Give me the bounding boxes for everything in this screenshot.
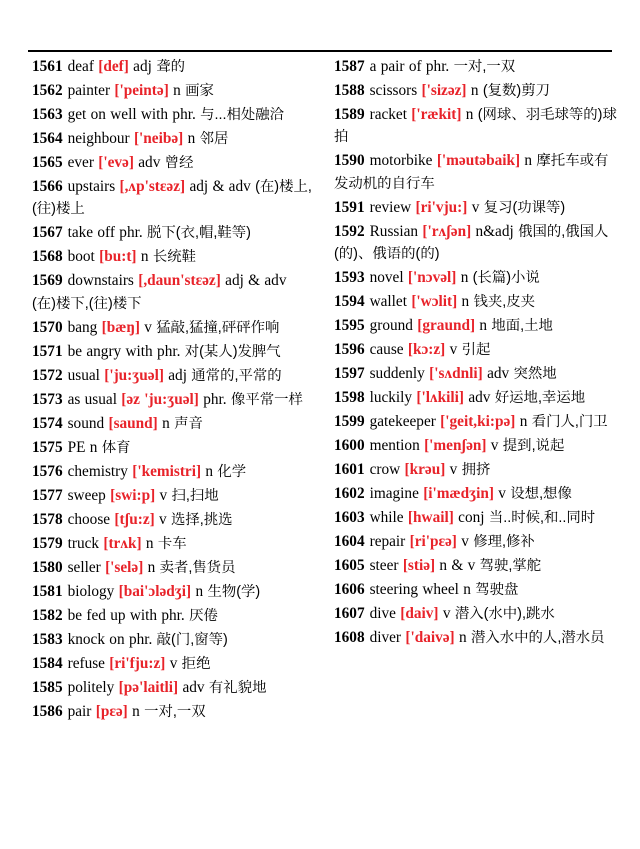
entry-translation: 体育 [101, 439, 131, 456]
vocab-entry [334, 411, 620, 433]
entry-word: painter [67, 81, 111, 99]
entry-translation: 钱夹,皮夹 [473, 294, 536, 311]
vocab-entry [32, 389, 314, 411]
entry-part-of-speech: v [471, 198, 480, 216]
entry-word: sweep [67, 486, 106, 504]
entry-word: truck [67, 534, 100, 552]
entry-translation: 长统鞋 [152, 249, 197, 266]
entry-translation: 拒绝 [181, 655, 211, 672]
entry-translation: 看门人,门卫 [531, 414, 608, 431]
vocab-entry [334, 531, 620, 553]
entry-phonetic: [i'mædʒin] [423, 485, 494, 503]
entry-part-of-speech: v [490, 437, 499, 455]
vocab-entry [334, 387, 620, 409]
entry-phonetic: ['rʌʃən] [422, 222, 472, 240]
entry-translation: 厌倦 [189, 607, 218, 624]
entry-translation: 地面,土地 [491, 318, 553, 335]
entry-number: 1592 [334, 222, 365, 240]
entry-word: be angry with [67, 342, 153, 360]
entry-phonetic: [swi:p] [110, 486, 156, 504]
entry-word: mention [369, 437, 420, 455]
entry-phonetic: ['geit,ki:pə] [440, 413, 516, 431]
vocab-entry [32, 485, 314, 507]
entry-number: 1608 [334, 629, 365, 647]
entry-translation: (在)楼下,(往)楼下 [32, 295, 142, 312]
entry-word: knock on [67, 630, 125, 648]
vocab-entry [32, 176, 314, 221]
entry-word: bang [67, 318, 98, 336]
entry-phonetic: ['peintə] [114, 81, 169, 99]
entry-translation: 声音 [174, 415, 203, 432]
entry-word: cause [369, 341, 404, 359]
entry-word: racket [369, 105, 407, 123]
entry-number: 1602 [334, 485, 365, 503]
vocab-entry [334, 459, 620, 481]
entry-part-of-speech: n [470, 81, 479, 99]
entry-part-of-speech: n [465, 105, 474, 123]
entry-phonetic: [bu:t] [99, 248, 137, 266]
entry-part-of-speech: n [140, 248, 149, 266]
vocab-entry [334, 315, 620, 337]
entry-number: 1584 [32, 654, 63, 672]
entry-word: steering wheel [369, 581, 459, 599]
entry-translation: 卖者,售货员 [159, 559, 236, 576]
vocab-entry [32, 56, 314, 78]
entry-phonetic: [ri'fju:z] [109, 654, 166, 672]
entry-translation: 通常的,平常的 [191, 367, 282, 384]
entry-part-of-speech: phr. [157, 342, 181, 360]
entry-phonetic: [kɔ:z] [407, 341, 446, 359]
entry-number: 1569 [32, 272, 63, 290]
entry-translation: 复习(功课等) [483, 199, 566, 216]
vocab-entry [334, 507, 620, 529]
vocab-entry [334, 579, 620, 601]
entry-phonetic: ['neibə] [133, 129, 184, 147]
vocab-entry [334, 555, 620, 577]
entry-word: review [369, 198, 412, 216]
entry-phonetic: ['kemistri] [132, 462, 202, 480]
entry-word: repair [369, 533, 406, 551]
entry-phonetic: [əz 'ju:ʒuəl] [121, 390, 199, 408]
entry-number: 1580 [32, 558, 63, 576]
entry-phonetic: [,daun'stɛəz] [138, 272, 221, 290]
entry-part-of-speech: n [132, 702, 140, 720]
vocab-entry [32, 653, 314, 675]
entry-phonetic: [bai'ɔlədʒi] [118, 582, 192, 600]
entry-translation: 生物(学) [207, 583, 261, 600]
entry-translation: (网球、羽毛球等的)球拍 [334, 106, 617, 146]
entry-word: steer [369, 557, 399, 575]
entry-number: 1571 [32, 342, 63, 360]
entry-number: 1605 [334, 557, 365, 575]
entry-number: 1563 [32, 105, 63, 123]
entry-phonetic: ['selə] [105, 558, 144, 576]
entry-translation: 对(某人)发脾气 [184, 343, 281, 360]
entry-translation: 好运地,幸运地 [494, 390, 586, 407]
entry-part-of-speech: n [187, 129, 196, 147]
entry-number: 1598 [334, 389, 365, 407]
entry-part-of-speech: n&adj [475, 222, 514, 240]
top-divider [28, 50, 612, 52]
entry-number: 1572 [32, 366, 63, 384]
entry-part-of-speech: phr. [172, 105, 196, 123]
entry-number: 1579 [32, 534, 63, 552]
entry-part-of-speech: n [162, 414, 170, 432]
vocab-entry [334, 435, 620, 457]
entry-translation: 驾驶,掌舵 [479, 558, 542, 575]
entry-part-of-speech: adv [468, 389, 491, 407]
vocab-entry [334, 56, 620, 78]
entry-word: politely [67, 678, 115, 696]
entry-part-of-speech: adv [487, 365, 510, 383]
entry-part-of-speech: n [479, 317, 488, 335]
entry-number: 1589 [334, 105, 365, 123]
entry-part-of-speech: v [461, 533, 469, 551]
entry-word: luckily [369, 389, 413, 407]
entry-word: motorbike [369, 152, 433, 170]
entry-part-of-speech: phr. [425, 58, 450, 75]
entry-number: 1567 [32, 224, 63, 242]
entry-translation: 突然地 [513, 366, 557, 383]
entry-phonetic: [pɛə] [95, 702, 128, 720]
entry-phonetic: [tʃu:z] [114, 510, 155, 528]
entry-part-of-speech: v [498, 485, 506, 503]
entry-number: 1588 [334, 81, 365, 99]
entry-word: wallet [369, 293, 407, 311]
entry-part-of-speech: n & v [439, 557, 476, 575]
entry-word: crow [369, 461, 401, 479]
entry-translation: 设想,想像 [510, 486, 572, 503]
entry-number: 1595 [334, 317, 365, 335]
entry-part-of-speech: v [449, 461, 458, 479]
entry-part-of-speech: conj [458, 509, 485, 527]
entry-number: 1582 [32, 606, 63, 624]
vocab-entry [32, 581, 314, 603]
entry-translation: 与...相处融洽 [200, 106, 285, 123]
entry-word: pair [67, 702, 92, 720]
entry-translation: 摩托车或有发动机的自行车 [334, 153, 609, 192]
entry-number: 1574 [32, 414, 63, 432]
entry-number: 1590 [334, 152, 365, 170]
entry-number: 1562 [32, 81, 63, 99]
vocab-entry [32, 341, 314, 363]
entry-word: neighbour [67, 129, 130, 147]
columns-container [14, 46, 626, 839]
entry-number: 1601 [334, 461, 365, 479]
entry-translation: 俄国的,俄国人(的)、俄语的(的) [334, 223, 609, 263]
entry-part-of-speech: phr. [128, 630, 153, 648]
vocab-entry [32, 509, 314, 531]
entry-word: suddenly [369, 365, 425, 383]
vocab-entry [32, 80, 314, 102]
entry-phonetic: [hwail] [407, 509, 454, 527]
entry-word: dive [369, 605, 396, 623]
entry-word: be fed up with [67, 606, 158, 624]
entry-phonetic: [stiə] [402, 557, 436, 575]
vocab-entry [32, 128, 314, 150]
vocab-entry [32, 701, 314, 723]
entry-phonetic: ['nɔvəl] [407, 269, 457, 287]
entry-phonetic: [daiv] [400, 605, 439, 623]
entry-number: 1596 [334, 341, 365, 359]
entry-word: diver [369, 629, 402, 647]
entry-part-of-speech: v [159, 510, 167, 528]
vocab-entry [32, 557, 314, 579]
entry-translation: 潜入水中的人,潜水员 [470, 630, 605, 647]
entry-number: 1577 [32, 486, 63, 504]
entry-part-of-speech: phr. [203, 390, 227, 408]
entry-number: 1566 [32, 177, 63, 195]
vocab-entry [32, 413, 314, 435]
entry-number: 1568 [32, 248, 63, 266]
entry-phonetic: ['lʌkili] [416, 389, 465, 407]
entry-phonetic: [def] [98, 58, 129, 75]
entry-part-of-speech: n [147, 558, 156, 576]
entry-word: a pair of [369, 58, 422, 75]
entry-translation: 修理,修补 [473, 534, 535, 551]
entry-word: ground [369, 317, 413, 335]
entry-part-of-speech: n [458, 629, 467, 647]
entry-part-of-speech: n [145, 534, 154, 552]
entry-part-of-speech: n [461, 293, 470, 311]
entry-translation: 有礼貌地 [208, 679, 267, 696]
entry-number: 1585 [32, 678, 63, 696]
entry-word: novel [369, 269, 404, 287]
entry-number: 1591 [334, 198, 365, 216]
vocab-entry [32, 152, 314, 174]
entry-phonetic: ['daivə] [405, 629, 455, 647]
entry-word: choose [67, 510, 111, 528]
vocab-entry [32, 222, 314, 244]
entry-phonetic: [krəu] [404, 461, 446, 479]
vocab-entry [334, 267, 620, 289]
entry-word: seller [67, 558, 101, 576]
entry-translation: 聋的 [156, 59, 185, 75]
vocab-entry [32, 461, 314, 483]
vocab-entry [32, 677, 314, 699]
entry-number: 1573 [32, 390, 63, 408]
vocab-entry [32, 270, 314, 315]
entry-word: downstairs [67, 272, 134, 290]
entry-part-of-speech: n [173, 81, 181, 99]
entry-number: 1599 [334, 413, 365, 431]
vocab-entry [334, 627, 620, 649]
entry-part-of-speech: adv [182, 678, 205, 696]
entry-part-of-speech: n [205, 462, 214, 480]
entry-translation: 驾驶盘 [475, 582, 519, 599]
vocab-entry [32, 246, 314, 268]
entry-part-of-speech: adv [138, 153, 161, 171]
vocab-entry [32, 317, 314, 339]
vocab-entry [334, 150, 620, 195]
entry-translation: 曾经 [164, 154, 194, 171]
entry-part-of-speech: v [442, 605, 451, 623]
entry-part-of-speech: n [524, 152, 533, 170]
entry-phonetic: ['məutəbaik] [436, 152, 521, 170]
entry-part-of-speech: adj [168, 366, 187, 384]
entry-translation: 扫,扫地 [171, 487, 219, 504]
entry-translation: (长篇)小说 [472, 270, 540, 287]
entry-phonetic: [ri'vju:] [415, 198, 468, 216]
vocab-entry [334, 291, 620, 313]
entry-number: 1587 [334, 58, 365, 75]
entry-part-of-speech: v [169, 654, 178, 672]
vocab-entry [32, 104, 314, 126]
entry-phonetic: [ri'pɛə] [409, 533, 457, 551]
vocab-entry [334, 221, 620, 266]
entry-phonetic: ['rækit] [411, 105, 462, 123]
entry-part-of-speech: v [449, 341, 458, 359]
entry-translation: 一对,一双 [144, 703, 206, 720]
entry-phonetic: ['menʃən] [424, 437, 487, 455]
vocab-entry [32, 629, 314, 651]
entry-word: deaf [67, 58, 94, 75]
entry-number: 1593 [334, 269, 365, 287]
entry-phonetic: [,ʌp'stɛəz] [119, 177, 186, 195]
entry-word: sound [67, 414, 105, 432]
entry-word: as usual [67, 390, 117, 408]
entry-word: while [369, 509, 404, 527]
vocab-entry [334, 197, 620, 219]
entry-phonetic: [trʌk] [103, 534, 142, 552]
right-column [320, 46, 626, 651]
entry-translation: 拥挤 [461, 462, 491, 479]
entry-number: 1581 [32, 582, 63, 600]
entry-word: Russian [369, 222, 419, 240]
entry-translation: 画家 [185, 82, 214, 99]
entry-translation: 引起 [461, 342, 491, 359]
entry-phonetic: ['wɔlit] [411, 293, 458, 311]
vocab-entry [32, 365, 314, 387]
entry-translation: 猛敲,猛撞,砰砰作响 [156, 319, 280, 336]
entry-phonetic: ['ju:ʒuəl] [104, 366, 164, 384]
entry-part-of-speech: phr. [119, 224, 143, 242]
entry-word: boot [67, 248, 95, 266]
entry-word: refuse [67, 654, 105, 672]
entry-number: 1570 [32, 318, 63, 336]
entry-phonetic: [saund] [108, 414, 158, 432]
entry-word: upstairs [67, 177, 116, 195]
entry-number: 1604 [334, 533, 365, 551]
entry-number: 1597 [334, 365, 365, 383]
entry-part-of-speech: n [519, 413, 528, 431]
entry-number: 1586 [32, 702, 63, 720]
entry-part-of-speech: n [460, 269, 469, 287]
entry-word: biology [67, 582, 115, 600]
entry-word: gatekeeper [369, 413, 436, 431]
entry-part-of-speech: adj [133, 58, 152, 75]
entry-number: 1575 [32, 438, 63, 456]
entry-word: chemistry [67, 462, 128, 480]
entry-word: imagine [369, 485, 419, 503]
left-column [14, 46, 320, 725]
entry-phonetic: [pə'laitli] [118, 678, 179, 696]
vocab-entry [32, 605, 314, 627]
entry-number: 1564 [32, 129, 63, 147]
entry-word: ever [67, 153, 94, 171]
vocab-entry [334, 483, 620, 505]
entry-translation: 潜入(水中),跳水 [454, 606, 555, 623]
vocab-entry [334, 363, 620, 385]
entry-number: 1606 [334, 581, 365, 599]
entry-number: 1576 [32, 462, 63, 480]
entry-translation: (在)楼上,(往)楼上 [32, 178, 312, 218]
vocab-entry [334, 339, 620, 361]
entry-number: 1578 [32, 510, 63, 528]
entry-part-of-speech: n [195, 582, 204, 600]
entry-word: get on well with [67, 105, 169, 123]
entry-number: 1607 [334, 605, 365, 623]
entry-translation: 敲(门,窗等) [156, 631, 228, 648]
entry-translation: 卡车 [157, 535, 187, 552]
entry-translation: 像平常一样 [230, 391, 303, 408]
entry-part-of-speech: phr. [161, 606, 185, 624]
entry-word: take off [67, 224, 115, 242]
entry-translation: (复数)剪刀 [482, 82, 550, 99]
entry-word: scissors [369, 81, 418, 99]
vocab-entry [334, 80, 620, 102]
entry-number: 1583 [32, 630, 63, 648]
entry-number: 1603 [334, 509, 365, 527]
entry-phonetic: ['evə] [98, 153, 134, 171]
entry-number: 1600 [334, 437, 365, 455]
entry-translation: 一对,一双 [453, 59, 516, 75]
entry-translation: 脱下(衣,帽,鞋等) [147, 225, 251, 242]
entry-word: PE [67, 438, 86, 456]
entry-part-of-speech: n [463, 581, 471, 599]
entry-translation: 选择,挑选 [171, 511, 233, 528]
vocab-entry [334, 104, 620, 149]
vocab-entry [32, 437, 314, 459]
entry-translation: 化学 [217, 463, 247, 480]
entry-part-of-speech: adj & adv [225, 272, 287, 290]
entry-number: 1565 [32, 153, 63, 171]
vocab-entry [32, 533, 314, 555]
entry-translation: 邻居 [199, 130, 229, 147]
entry-phonetic: [bæŋ] [101, 318, 140, 336]
entry-phonetic: ['sizəz] [421, 81, 467, 99]
entry-word: usual [67, 366, 100, 384]
entry-number: 1561 [32, 58, 63, 75]
entry-phonetic: [graund] [417, 317, 476, 335]
vocab-entry [334, 603, 620, 625]
entry-part-of-speech: v [159, 486, 168, 504]
entry-phonetic: ['sʌdnli] [429, 365, 483, 383]
entry-translation: 当..时候,和..同时 [488, 510, 596, 527]
entry-part-of-speech: n [89, 438, 98, 456]
entry-part-of-speech: adj & adv [189, 177, 251, 195]
entry-translation: 提到,说起 [502, 438, 565, 455]
entry-number: 1594 [334, 293, 365, 311]
entry-part-of-speech: v [144, 318, 152, 336]
